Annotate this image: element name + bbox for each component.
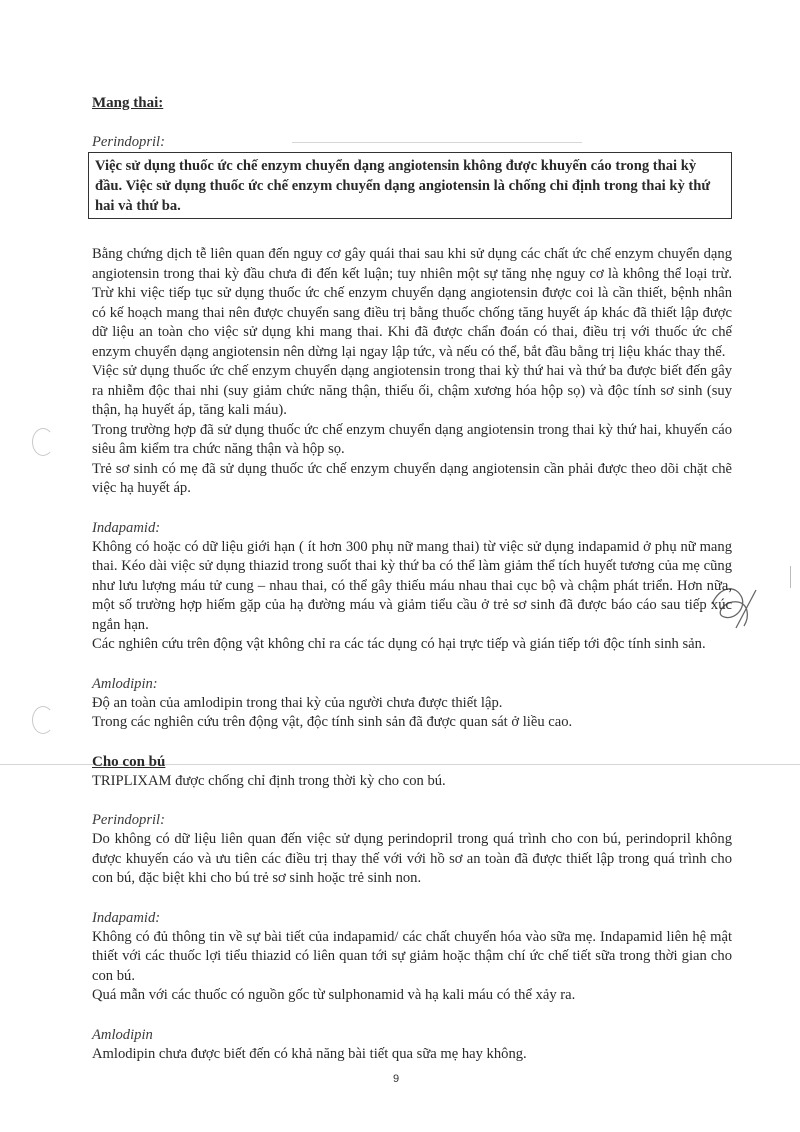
- subheading-indapamid: Indapamid:: [92, 519, 161, 536]
- subheading-perindopril: Perindopril:: [92, 134, 165, 150]
- paragraph: Việc sử dụng thuốc ức chế enzym chuyển dạng angiotensin trong thai kỳ thứ hai và thứ ba được biết đến gây ra nhiễm độc thai nhi (suy giảm chức năng thận, thiểu ối, chậm xương hóa hộp sọ) và độc tính sơ sinh (suy thận, hạ huyết áp, tăng kali máu).: [92, 363, 732, 418]
- warning-box: Việc sử dụng thuốc ức chế enzym chuyển dạng angiotensin không được khuyến cáo trong thai kỳ đầu. Việc sử dụng thuốc ức chế enzym chuyển dạng angiotensin là chống chỉ định trong thai kỳ thứ hai và thứ ba.: [88, 152, 732, 219]
- paragraph: Trong các nghiên cứu trên động vật, độc tính sinh sản đã được quan sát ở liều cao.: [92, 714, 573, 730]
- subheading-indapamid: Indapamid:: [92, 909, 161, 926]
- page-number: 9: [393, 1073, 400, 1085]
- paragraph: Không có đủ thông tin về sự bài tiết của indapamid/ các chất chuyển hóa vào sữa mẹ. Indapamid liên hệ mật thiết với các thuốc lợi tiểu thiazid có liên quan tới sự giảm hoặc thậm chí ức chế tiết sữa trong thời gian cho con bú.: [92, 928, 732, 984]
- punch-hole-mark: [32, 428, 54, 456]
- paragraph: TRIPLIXAM được chống chỉ định trong thời kỳ cho con bú.: [92, 772, 446, 789]
- section-heading-breastfeeding: Cho con bú: [92, 753, 166, 770]
- paragraph: Quá mẫn với các thuốc có nguồn gốc từ sulphonamid và hạ kali máu có thể xảy ra.: [92, 987, 576, 1003]
- paragraph: Không có hoặc có dữ liệu giới hạn ( ít hơn 300 phụ nữ mang thai) từ việc sử dụng indapamid ở phụ nữ mang thai. Kéo dài việc sử dụng thiazid trong suốt thai kỳ thứ ba có thể làm giảm thể tích huyết tương của mẹ cũng như lưu lượng máu tử cung – nhau thai, có thể gây thiếu máu nhau thai cục bộ và chậm phát triển. Hơn nữa, một số trường hợp hiếm gặp của hạ đường máu và giảm tiểu cầu ở trẻ sơ sinh đã được báo cáo sau tiếp xúc ngắn hạn.: [92, 538, 732, 633]
- paragraph: Các nghiên cứu trên động vật không chỉ ra các tác dụng có hại trực tiếp và gián tiếp tới độc tính sinh sản.: [92, 636, 706, 652]
- paragraph: Amlodipin chưa được biết đến có khả năng bài tiết qua sữa mẹ hay không.: [92, 1045, 527, 1062]
- punch-hole-mark: [32, 706, 54, 734]
- margin-mark: [790, 566, 791, 588]
- section-heading-pregnancy: Mang thai:: [92, 95, 164, 111]
- paragraph: Trẻ sơ sinh có mẹ đã sử dụng thuốc ức chế enzym chuyển dạng angiotensin cần phải được theo dõi chặt chẽ việc hạ huyết áp.: [92, 460, 732, 496]
- paragraph: Bằng chứng dịch tễ liên quan đến nguy cơ gây quái thai sau khi sử dụng các chất ức chế enzym chuyển dạng angiotensin trong thai kỳ đầu chưa đi đến kết luận; tuy nhiên một sự tăng nhẹ nguy cơ là không thể loại trừ. Trừ khi việc tiếp tục sử dụng thuốc ức chế enzym chuyển dạng angiotensin được coi là cần thiết, bệnh nhân có kế hoạch mang thai nên được chuyển sang điều trị bằng thuốc chống tăng huyết áp khác đã thiết lập được dữ liệu an toàn cho việc sử dụng khi mang thai. Khi đã được chẩn đoán có thai, điều trị với thuốc ức chế enzym chuyển dạng angiotensin nên dừng lại ngay lập tức, và nếu có thể, bắt đầu bằng trị liệu khác thay thế.: [92, 246, 732, 360]
- paragraph: Độ an toàn của amlodipin trong thai kỳ của người chưa được thiết lập.: [92, 694, 503, 711]
- subheading-amlodipin: Amlodipin:: [92, 675, 158, 692]
- subheading-perindopril: Perindopril:: [92, 812, 165, 828]
- paragraph: Trong trường hợp đã sử dụng thuốc ức chế enzym chuyển dạng angiotensin trong thai kỳ thứ hai, khuyến cáo siêu âm kiểm tra chức năng thận và hộp sọ.: [92, 421, 732, 457]
- paragraph: Do không có dữ liệu liên quan đến việc sử dụng perindopril trong quá trình cho con bú, perindopril không được khuyến cáo và ưu tiên các điều trị thay thế với với hồ sơ an toàn đã được thiết lập trong quá trình cho con bú, đặc biệt khi cho bú trẻ sơ sinh hoặc trẻ sinh non.: [92, 831, 732, 886]
- main-content: [92, 94, 732, 1064]
- subheading-amlodipin: Amlodipin: [92, 1026, 153, 1043]
